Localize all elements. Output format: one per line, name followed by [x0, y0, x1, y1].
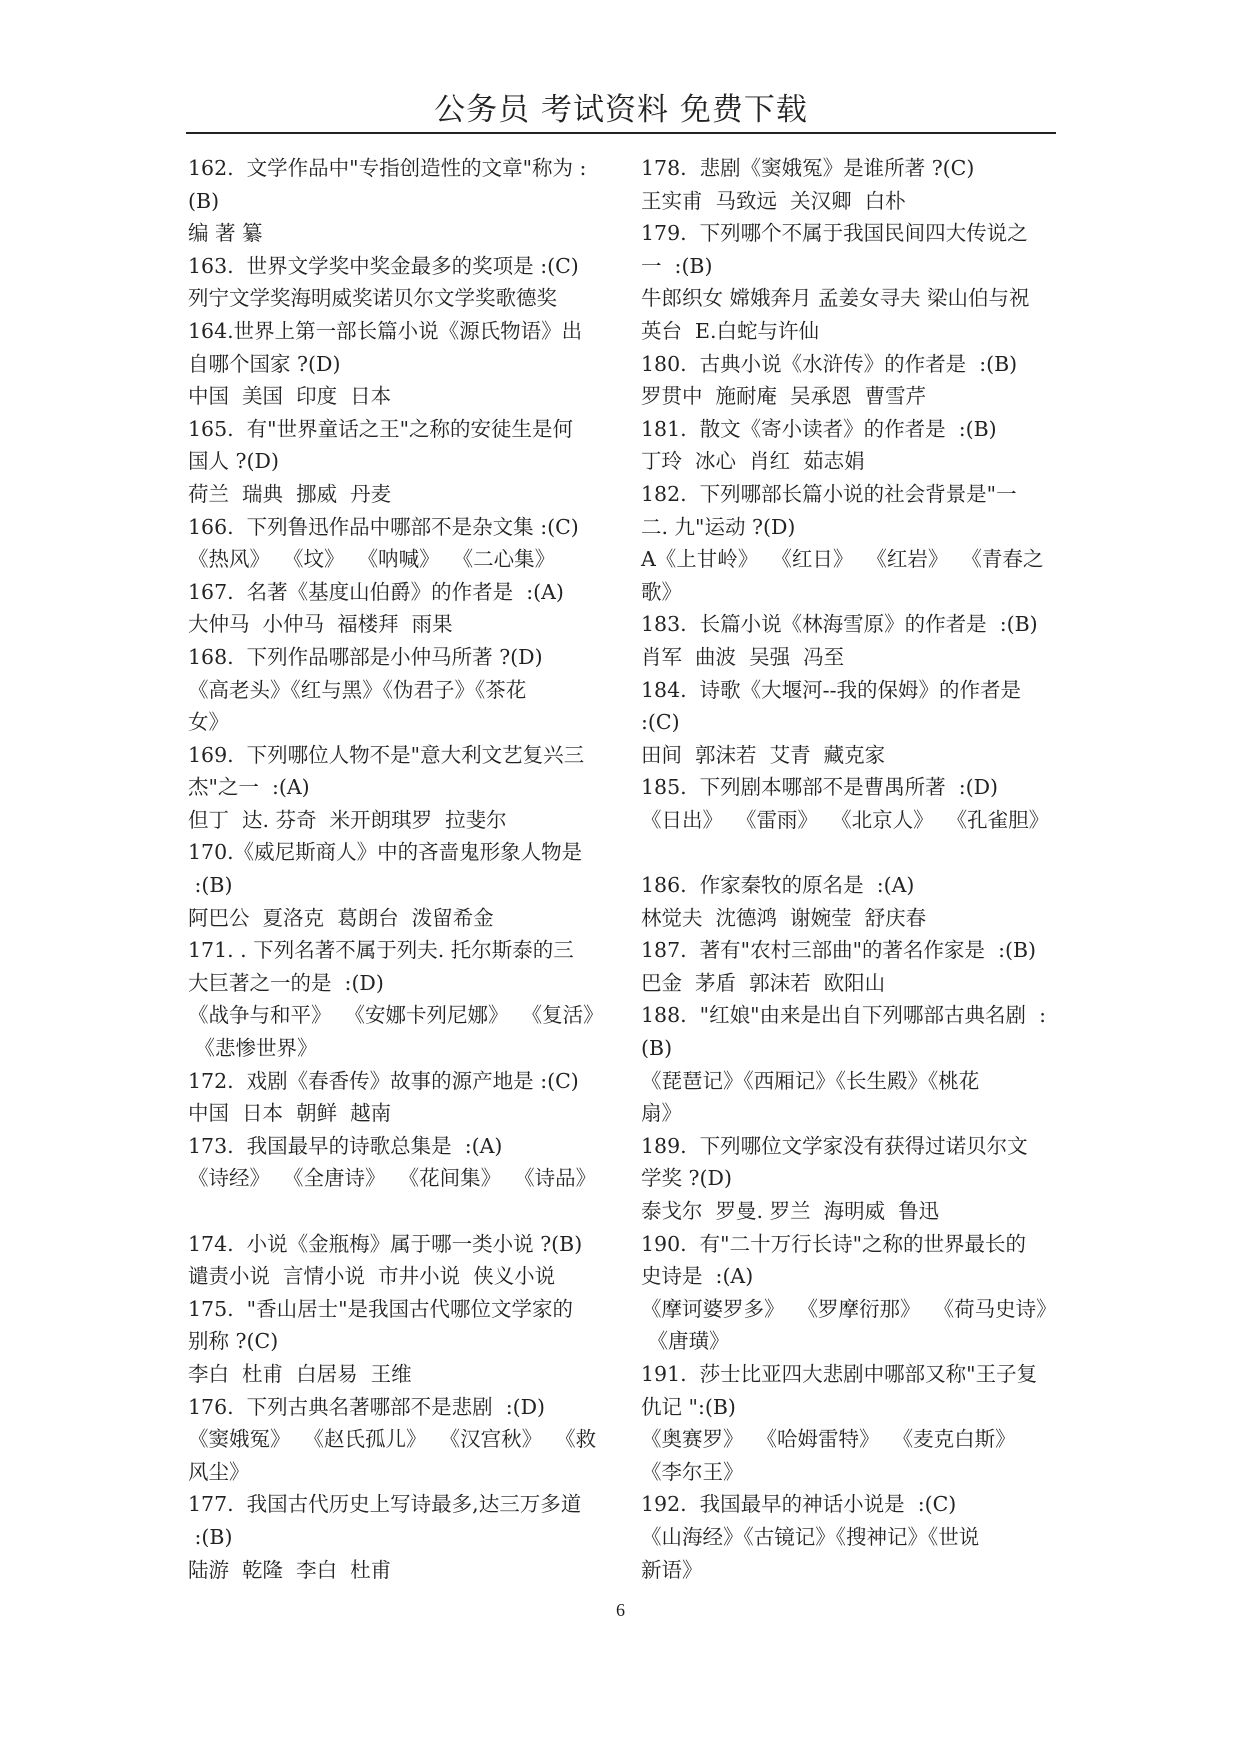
text-line: 190. 有"二十万行长诗"之称的世界最长的 [641, 1231, 1027, 1256]
text-line: 176. 下列古典名著哪部不是悲剧 :(D) [188, 1394, 546, 1419]
text-line: 183. 长篇小说《林海雪原》的作者是 :(B) [641, 612, 1038, 637]
text-line: 牛郎织女 嫦娥奔月 孟姜女寻夫 梁山伯与祝 [641, 286, 1030, 311]
text-line: 185. 下列剧本哪部不是曹禺所著 :(D) [641, 775, 999, 800]
text-line: 肖军 曲波 吴强 冯至 [641, 644, 845, 669]
right-column [641, 152, 1071, 1586]
text-line: 风尘》 [188, 1459, 250, 1484]
text-line: 泰戈尔 罗曼. 罗兰 海明威 鲁迅 [641, 1199, 940, 1223]
text-line: 国人 ?(D) [188, 449, 279, 474]
text-line: 182. 下列哪部长篇小说的社会背景是"一 [641, 481, 1017, 506]
text-line: 林觉夫 沈德鸿 谢婉莹 舒庆春 [641, 905, 927, 930]
text-line: 自哪个国家 ?(D) [188, 351, 341, 376]
text-line: 164.世界上第一部长篇小说《源氏物语》出 [188, 318, 583, 343]
text-line: 巴金 茅盾 郭沫若 欧阳山 [641, 970, 886, 995]
text-line: 《窦娥冤》 《赵氏孤儿》 《汉宫秋》 《救 [188, 1427, 597, 1452]
text-line: 167. 名著《基度山伯爵》的作者是 :(A) [188, 579, 564, 604]
text-line: 181. 散文《寄小读者》的作者是 :(B) [641, 416, 997, 441]
text-line: 《唐璜》 [641, 1329, 730, 1354]
text-line: 陆游 乾隆 李白 杜甫 [188, 1557, 392, 1582]
text-line: 罗贯中 施耐庵 吴承恩 曹雪芹 [641, 384, 927, 409]
text-line: :(C) [641, 710, 680, 735]
text-line: 172. 戏剧《春香传》故事的源产地是 :(C) [188, 1068, 579, 1093]
text-line: 歌》 [641, 579, 682, 604]
text-line: 中国 美国 印度 日本 [188, 384, 392, 409]
text-line: 但丁 达. 芬奇 米开朗琪罗 拉斐尔 [188, 807, 507, 832]
text-line: 史诗是 :(A) [641, 1264, 754, 1289]
text-line: 编 著 纂 [188, 221, 263, 246]
text-line: 《热风》 《坟》 《呐喊》 《二心集》 [188, 547, 556, 572]
text-line: 173. 我国最早的诗歌总集是 :(A) [188, 1133, 503, 1158]
page-number: 6 [616, 1600, 625, 1620]
text-line: 大巨著之一的是 :(D) [188, 970, 384, 995]
text-line: A《上甘岭》 《红日》 《红岩》 《青春之 [641, 547, 1044, 572]
text-line: 191. 莎士比亚四大悲剧中哪部又称"王子复 [641, 1361, 1038, 1386]
text-line: 180. 古典小说《水浒传》的作者是 :(B) [641, 351, 1018, 376]
text-line: 《悲惨世界》 [188, 1036, 318, 1061]
text-line: 大仲马 小仲马 福楼拜 雨果 [188, 612, 453, 637]
text-line: 阿巴公 夏洛克 葛朗台 泼留希金 [188, 905, 494, 930]
text-line: 田间 郭沫若 艾青 藏克家 [641, 742, 886, 767]
text-line: 中国 日本 朝鲜 越南 [188, 1101, 392, 1126]
text-line: 王实甫 马致远 关汉卿 白朴 [641, 188, 906, 213]
text-line: 《琵琶记》《西厢记》《长生殿》《桃花 [641, 1068, 980, 1093]
text-line: 《高老头》《红与黑》《伪君子》《茶花 [188, 677, 527, 702]
text-line: 《诗经》 《全唐诗》 《花间集》 《诗品》 [188, 1166, 597, 1191]
text-line: 165. 有"世界童话之王"之称的安徒生是何 [188, 416, 574, 441]
text-line: 学奖 ?(D) [641, 1166, 732, 1191]
text-line: 169. 下列哪位人物不是"意大利文艺复兴三 [188, 742, 585, 767]
text-line: (B) [641, 1036, 673, 1061]
text-line: 174. 小说《金瓶梅》属于哪一类小说 ?(B) [188, 1231, 583, 1256]
text-line: :(B) [188, 1524, 233, 1549]
text-line: 《山海经》《古镜记》《搜神记》《世说 [641, 1524, 980, 1549]
text-line: 《奥赛罗》 《哈姆雷特》 《麦克白斯》 [641, 1427, 1016, 1452]
text-line: 188. "红娘"由来是出自下列哪部古典名剧 : [641, 1003, 1046, 1028]
text-line: 扇》 [641, 1101, 682, 1126]
text-line: 179. 下列哪个不属于我国民间四大传说之 [641, 221, 1028, 246]
text-line [641, 836, 1071, 869]
text-line: 女》 [188, 710, 229, 735]
text-line: 二. 九"运动 ?(D) [641, 514, 796, 539]
text-line: 《日出》 《雷雨》 《北京人》 《孔雀胆》 [641, 807, 1050, 832]
text-line: 166. 下列鲁迅作品中哪部不是杂文集 :(C) [188, 514, 579, 539]
text-line: (B) [188, 188, 220, 213]
header-divider [186, 132, 1056, 134]
text-line: 162. 文学作品中"专指创造性的文章"称为 : [188, 156, 587, 180]
text-line: 178. 悲剧《窦娥冤》是谁所著 ?(C) [641, 156, 975, 180]
text-line: 英台 E.白蛇与许仙 [641, 318, 820, 343]
text-line: 丁玲 冰心 肖红 茹志娟 [641, 449, 865, 474]
text-line: 186. 作家秦牧的原名是 :(A) [641, 873, 915, 898]
text-line: 192. 我国最早的神话小说是 :(C) [641, 1492, 957, 1517]
text-line: 170.《威尼斯商人》中的吝啬鬼形象人物是 [188, 840, 583, 865]
text-line [188, 1195, 618, 1228]
text-line: 189. 下列哪位文学家没有获得过诺贝尔文 [641, 1133, 1028, 1158]
text-line: 168. 下列作品哪部是小仲马所著 ?(D) [188, 644, 543, 669]
text-line: 杰"之一 :(A) [188, 775, 310, 800]
text-line: :(B) [188, 873, 233, 898]
text-line: 175. "香山居士"是我国古代哪位文学家的 [188, 1296, 574, 1321]
text-line: 《李尔王》 [641, 1459, 744, 1484]
text-line: 171. . 下列名著不属于列夫. 托尔斯泰的三 [188, 938, 574, 963]
text-line: 谴责小说 言情小说 市井小说 侠义小说 [188, 1264, 556, 1289]
text-line: 163. 世界文学奖中奖金最多的奖项是 :(C) [188, 253, 579, 278]
text-line: 李白 杜甫 白居易 王维 [188, 1361, 412, 1386]
page-header-title: 公务员 考试资料 免费下载 [434, 92, 808, 128]
text-line: 仇记 ":(B) [641, 1394, 736, 1419]
text-line: 184. 诗歌《大堰河--我的保姆》的作者是 [641, 677, 1022, 702]
text-line: 一 :(B) [641, 253, 713, 278]
text-line: 187. 著有"农村三部曲"的著名作家是 :(B) [641, 938, 1037, 963]
text-line: 新语》 [641, 1557, 703, 1582]
text-line: 177. 我国古代历史上写诗最多,达三万多道 [188, 1492, 582, 1517]
text-line: 列宁文学奖海明威奖诺贝尔文学奖歌德奖 [188, 286, 557, 311]
text-line: 荷兰 瑞典 挪威 丹麦 [188, 481, 392, 506]
text-line: 《摩诃婆罗多》 《罗摩衍那》 《荷马史诗》 [641, 1296, 1057, 1321]
text-line: 别称 ?(C) [188, 1329, 279, 1354]
text-line: 《战争与和平》 《安娜卡列尼娜》 《复活》 [188, 1003, 604, 1028]
left-column [188, 152, 618, 1586]
